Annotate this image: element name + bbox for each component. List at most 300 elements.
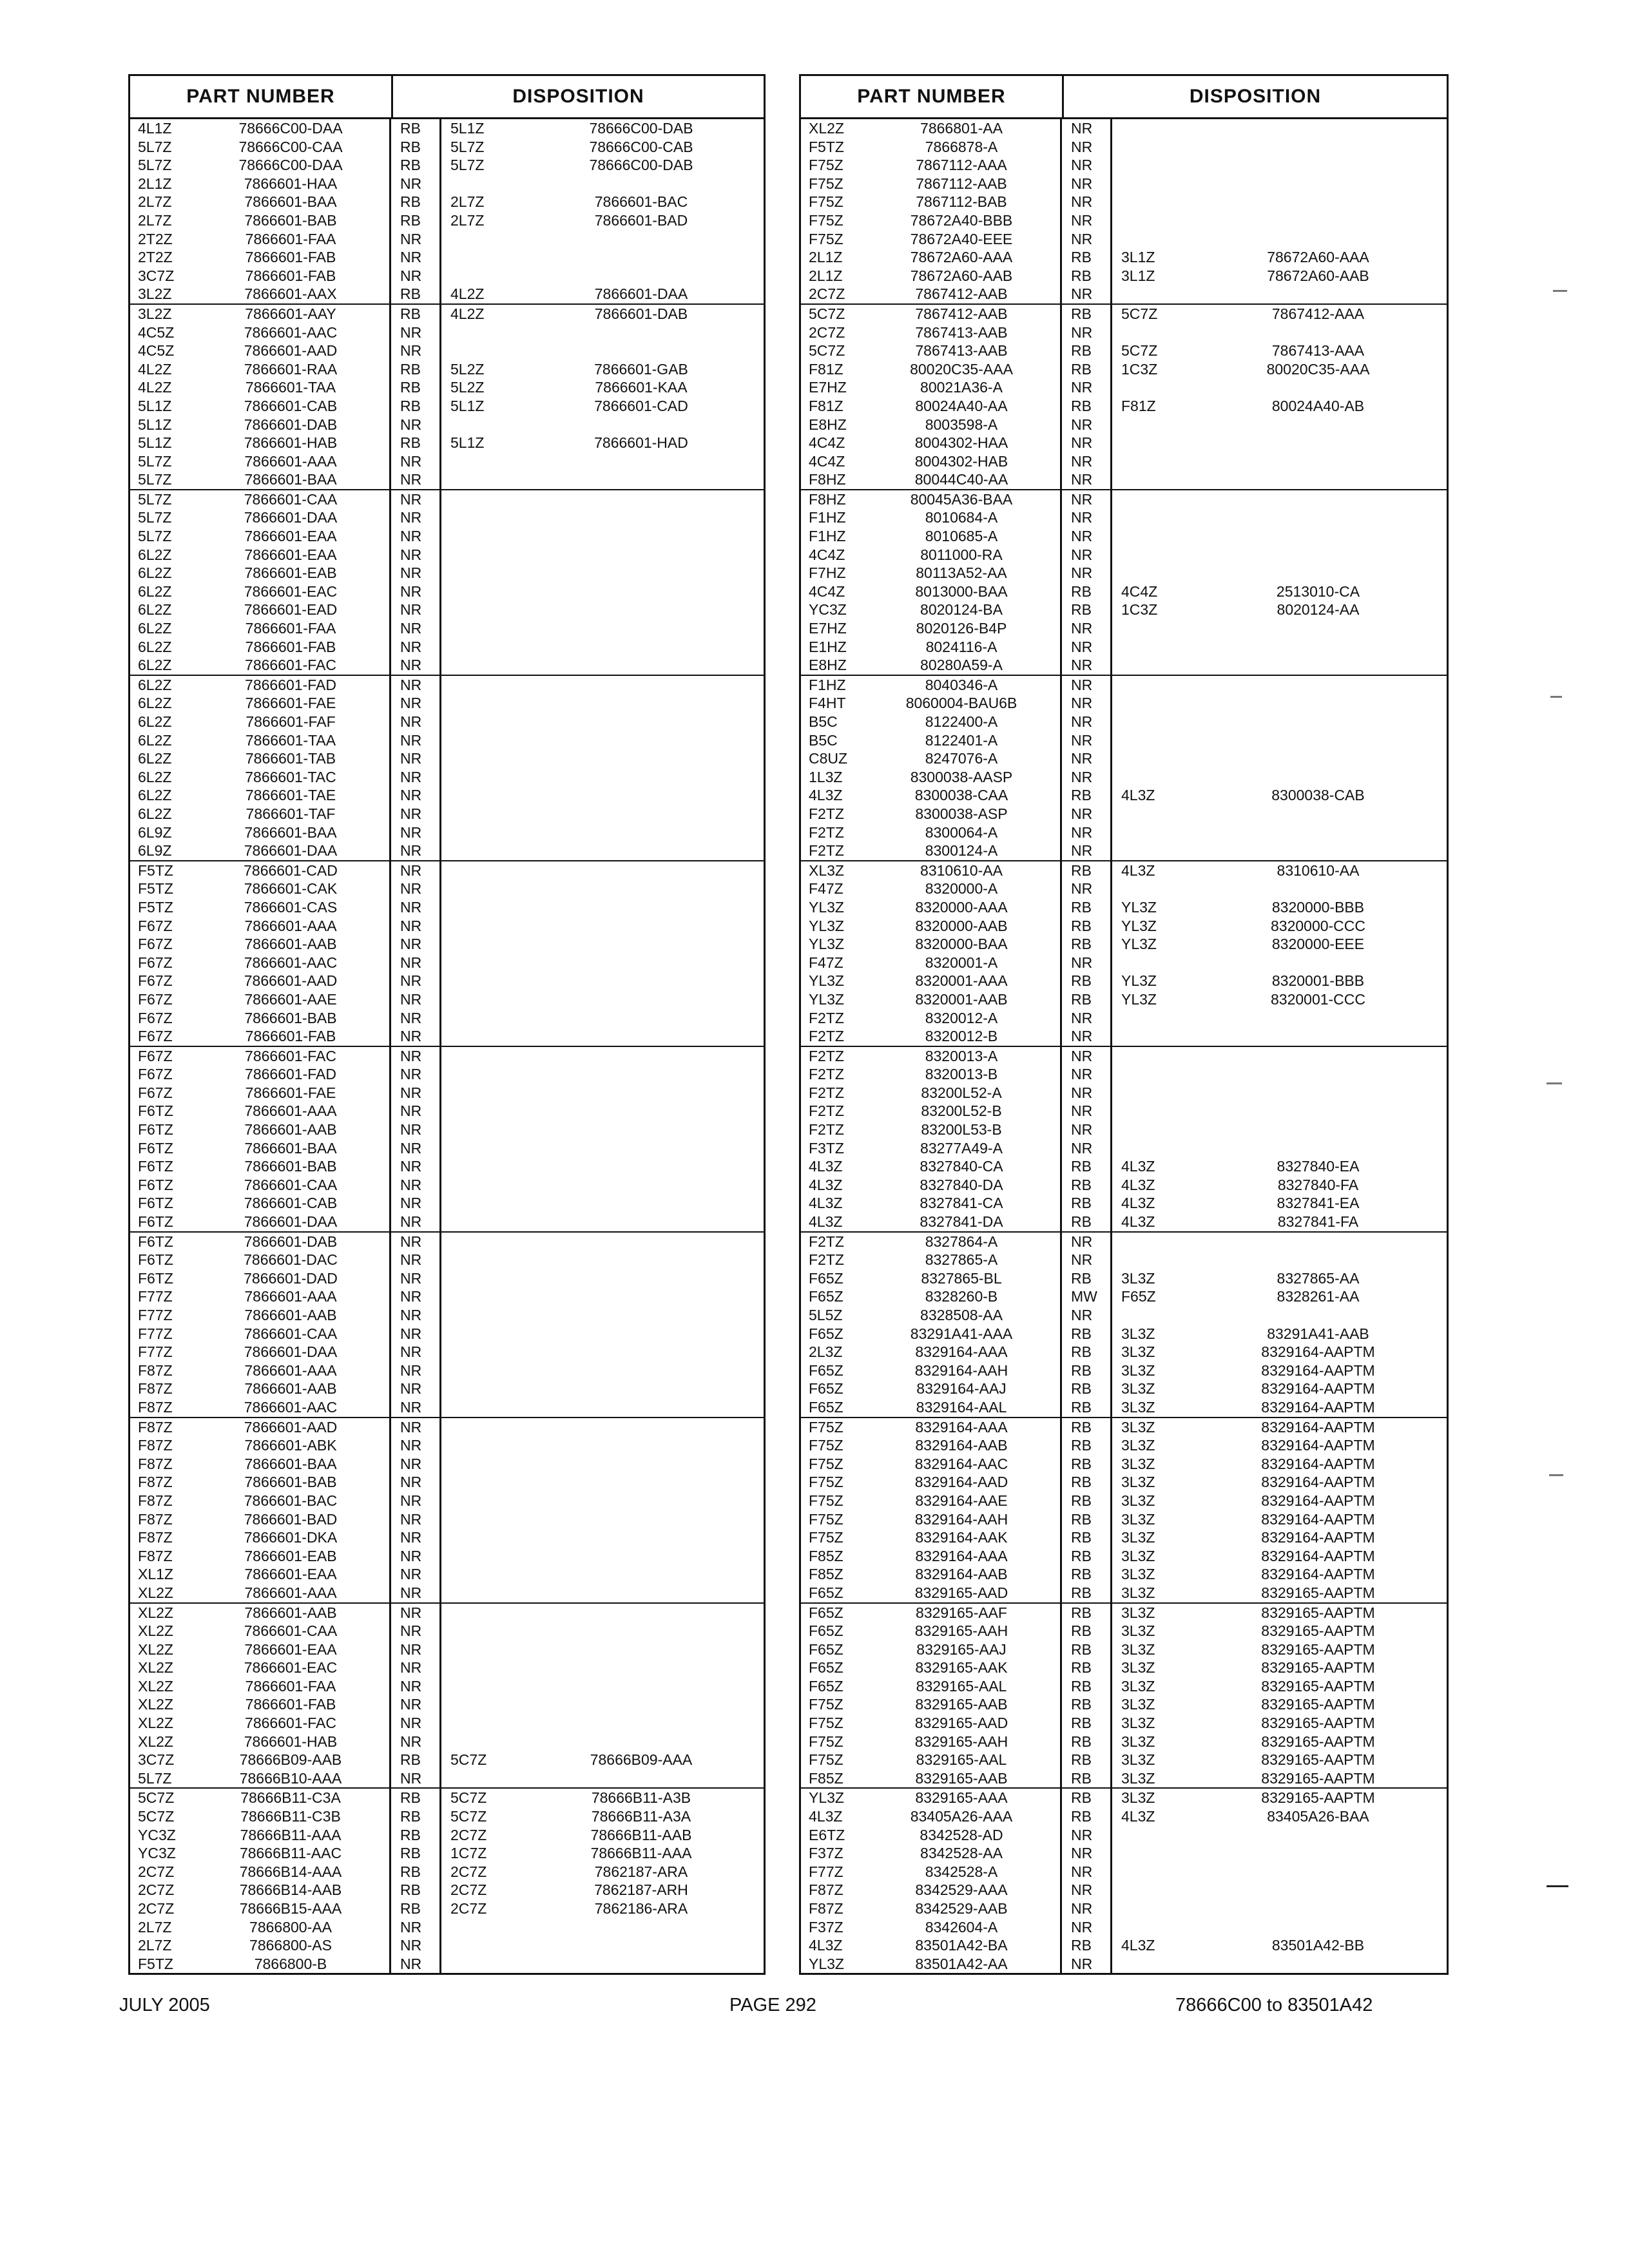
replacement-prefix: 3L3Z bbox=[1121, 1547, 1155, 1564]
part-number: 7866601-DAD bbox=[192, 1269, 391, 1288]
replacement-prefix: 3L3Z bbox=[1121, 1584, 1155, 1601]
part-prefix: F75Z bbox=[809, 1492, 843, 1509]
replacement-part-number: 8320000-EEE bbox=[1271, 936, 1365, 953]
replacement-prefix bbox=[441, 1640, 519, 1659]
table-row bbox=[130, 676, 764, 695]
disposition-code: RB bbox=[391, 1863, 441, 1881]
replacement-part-number bbox=[519, 323, 764, 342]
replacement-prefix bbox=[441, 1176, 519, 1195]
table-row bbox=[801, 490, 1447, 509]
replacement-prefix bbox=[1112, 768, 1190, 787]
disposition-code: NR bbox=[391, 1102, 441, 1120]
replacement-part-number: 78666B11-A3B bbox=[591, 1789, 691, 1807]
part-number: 7866601-DAB bbox=[192, 1233, 391, 1251]
disposition-code: NR bbox=[391, 1287, 441, 1306]
replacement-part-number: 7866601-BAC bbox=[594, 193, 688, 211]
table-row bbox=[801, 156, 1447, 175]
table-row bbox=[801, 861, 1447, 880]
disposition-code: NR bbox=[1062, 1844, 1112, 1863]
part-number-header: PART NUMBER bbox=[801, 76, 1064, 117]
replacement-prefix bbox=[1112, 508, 1190, 527]
replacement-part-number bbox=[519, 1176, 764, 1195]
table-row bbox=[130, 267, 764, 285]
disposition-code: RB bbox=[1062, 935, 1112, 954]
replacement-prefix bbox=[441, 805, 519, 823]
part-number: 7866601-BAA bbox=[192, 470, 391, 489]
disposition-code: NR bbox=[391, 805, 441, 823]
table-row bbox=[801, 1251, 1447, 1269]
part-prefix: F6TZ bbox=[138, 1213, 173, 1231]
replacement-prefix bbox=[441, 1027, 519, 1046]
replacement-part-number bbox=[1190, 1863, 1447, 1881]
replacement-part-number: 8329165-AAPTM bbox=[1261, 1659, 1375, 1677]
replacement-part-number bbox=[519, 1528, 764, 1547]
replacement-prefix bbox=[1112, 285, 1190, 303]
table-row bbox=[130, 1584, 764, 1602]
part-number: 7866601-TAA bbox=[192, 378, 391, 397]
part-prefix: 6L9Z bbox=[138, 842, 172, 860]
disposition-code: NR bbox=[1062, 1047, 1112, 1066]
part-number: 7867412-AAB bbox=[863, 285, 1062, 303]
part-prefix: F81Z bbox=[809, 360, 843, 378]
part-number: 8329165-AAL bbox=[863, 1677, 1062, 1696]
replacement-prefix bbox=[1112, 1899, 1190, 1918]
part-number: 8004302-HAA bbox=[863, 434, 1062, 452]
margin-mark bbox=[1549, 1474, 1563, 1476]
table-row bbox=[130, 434, 764, 452]
replacement-part-number: 8327840-FA bbox=[1277, 1176, 1359, 1193]
replacement-part-number bbox=[1190, 1306, 1447, 1325]
disposition-code: RB bbox=[391, 378, 441, 397]
replacement-prefix: 3L3Z bbox=[1121, 1418, 1155, 1436]
part-prefix: F77Z bbox=[809, 1863, 843, 1880]
replacement-part-number bbox=[1190, 1047, 1447, 1066]
disposition-code: NR bbox=[391, 452, 441, 471]
part-prefix: B5C bbox=[809, 713, 838, 730]
replacement-part-number bbox=[1190, 879, 1447, 898]
part-prefix: F65Z bbox=[809, 1677, 843, 1695]
footer-page-number: PAGE 292 bbox=[729, 1995, 816, 2015]
part-number: 8329164-AAK bbox=[863, 1528, 1062, 1547]
replacement-part-number bbox=[519, 805, 764, 823]
part-prefix: F75Z bbox=[809, 1696, 843, 1713]
replacement-part-number bbox=[519, 1565, 764, 1584]
disposition-code: RB bbox=[391, 138, 441, 157]
table-row bbox=[130, 638, 764, 657]
disposition-code: NR bbox=[1062, 619, 1112, 638]
part-prefix: 5L1Z bbox=[138, 434, 172, 452]
part-number: 7866601-AAX bbox=[192, 285, 391, 303]
table-body bbox=[130, 119, 764, 1973]
replacement-part-number bbox=[1190, 1084, 1447, 1102]
part-prefix: F2TZ bbox=[809, 805, 844, 822]
replacement-part-number bbox=[519, 508, 764, 527]
part-number: 7866601-FAA bbox=[192, 1677, 391, 1696]
part-prefix: 6L2Z bbox=[138, 638, 172, 655]
part-prefix: F65Z bbox=[809, 1380, 843, 1398]
replacement-part-number bbox=[519, 1955, 764, 1974]
part-prefix: 5L7Z bbox=[138, 138, 172, 155]
row-group bbox=[801, 305, 1447, 490]
part-prefix: 6L2Z bbox=[138, 564, 172, 582]
table-row bbox=[801, 601, 1447, 619]
part-number: 8122400-A bbox=[863, 713, 1062, 731]
replacement-prefix: 3L3Z bbox=[1121, 1398, 1155, 1416]
table-row bbox=[801, 305, 1447, 323]
part-prefix: YL3Z bbox=[809, 917, 844, 934]
part-number: 78666B11-C3B bbox=[192, 1807, 391, 1826]
table-row bbox=[130, 935, 764, 954]
table-body bbox=[801, 119, 1447, 1973]
replacement-part-number: 8329165-AAPTM bbox=[1261, 1769, 1375, 1787]
part-prefix: 5L5Z bbox=[809, 1307, 843, 1323]
part-number: 7866601-BAB bbox=[192, 1473, 391, 1492]
replacement-prefix bbox=[441, 1733, 519, 1751]
replacement-part-number bbox=[519, 470, 764, 489]
part-prefix: YL3Z bbox=[809, 1789, 844, 1807]
table-row bbox=[130, 786, 764, 805]
part-number: 8329164-AAA bbox=[863, 1343, 1062, 1361]
replacement-part-number: 8329164-AAPTM bbox=[1261, 1398, 1375, 1416]
replacement-prefix: 3L3Z bbox=[1121, 1510, 1155, 1528]
part-number: 7866601-TAC bbox=[192, 768, 391, 787]
table-row bbox=[130, 1714, 764, 1733]
replacement-part-number bbox=[519, 1733, 764, 1751]
disposition-code: NR bbox=[391, 323, 441, 342]
part-number: 7866601-AAB bbox=[192, 1306, 391, 1325]
replacement-part-number: 8329164-AAPTM bbox=[1261, 1474, 1375, 1491]
part-number: 8327865-A bbox=[863, 1251, 1062, 1269]
disposition-code: RB bbox=[1062, 1769, 1112, 1788]
part-prefix: F87Z bbox=[138, 1474, 173, 1491]
replacement-prefix: F81Z bbox=[1121, 397, 1156, 414]
part-number: 7866801-AA bbox=[863, 119, 1062, 138]
replacement-part-number bbox=[519, 1287, 764, 1306]
disposition-code: RB bbox=[391, 1807, 441, 1826]
disposition-code: NR bbox=[391, 972, 441, 990]
table-row bbox=[130, 175, 764, 193]
part-prefix: F8HZ bbox=[809, 490, 846, 508]
replacement-part-number: 8329164-AAPTM bbox=[1261, 1380, 1375, 1398]
table-row bbox=[130, 360, 764, 379]
part-number: 8320001-AAA bbox=[863, 972, 1062, 990]
table-row bbox=[801, 564, 1447, 582]
replacement-prefix bbox=[1112, 619, 1190, 638]
part-number: 7866601-FAD bbox=[192, 1065, 391, 1084]
table-row bbox=[130, 1306, 764, 1325]
table-row bbox=[801, 1325, 1447, 1343]
part-prefix: F75Z bbox=[809, 1529, 843, 1546]
part-number: 7866601-FAC bbox=[192, 1047, 391, 1066]
disposition-code: NR bbox=[391, 1436, 441, 1455]
replacement-part-number bbox=[1190, 1065, 1447, 1084]
part-number: 7866601-AAB bbox=[192, 1120, 391, 1139]
replacement-prefix bbox=[1112, 1881, 1190, 1899]
part-number: 8329164-AAA bbox=[863, 1418, 1062, 1437]
replacement-part-number: 78666B09-AAA bbox=[590, 1751, 693, 1769]
part-number: 7866601-AAC bbox=[192, 1398, 391, 1417]
part-prefix: XL2Z bbox=[138, 1733, 173, 1750]
disposition-code: NR bbox=[391, 230, 441, 249]
replacement-prefix bbox=[1112, 656, 1190, 675]
table-row bbox=[130, 1213, 764, 1231]
part-number: 83200L52-A bbox=[863, 1084, 1062, 1102]
part-prefix: F5TZ bbox=[138, 898, 173, 916]
disposition-code: NR bbox=[1062, 749, 1112, 768]
replacement-part-number: 8329164-AAPTM bbox=[1261, 1343, 1375, 1361]
replacement-prefix bbox=[1112, 1047, 1190, 1066]
part-number: 8329165-AAB bbox=[863, 1769, 1062, 1788]
table-row bbox=[130, 546, 764, 564]
disposition-code: NR bbox=[391, 564, 441, 582]
part-prefix: F65Z bbox=[809, 1361, 843, 1379]
part-prefix: 4C4Z bbox=[809, 546, 845, 563]
disposition-code: NR bbox=[1062, 285, 1112, 303]
replacement-prefix: 3L3Z bbox=[1121, 1361, 1155, 1379]
row-group bbox=[130, 861, 764, 1047]
replacement-part-number bbox=[519, 1157, 764, 1176]
part-prefix: XL2Z bbox=[809, 120, 844, 137]
table-row bbox=[801, 823, 1447, 842]
replacement-part-number bbox=[519, 1769, 764, 1788]
replacement-part-number bbox=[519, 1009, 764, 1028]
part-prefix: F87Z bbox=[138, 1418, 173, 1436]
part-prefix: 6L2Z bbox=[138, 620, 172, 637]
replacement-part-number bbox=[519, 1084, 764, 1102]
disposition-code: RB bbox=[391, 397, 441, 416]
replacement-part-number: 8329165-AAPTM bbox=[1261, 1696, 1375, 1713]
part-number: 8011000-RA bbox=[863, 546, 1062, 564]
table-row bbox=[801, 1955, 1447, 1974]
replacement-part-number bbox=[1190, 452, 1447, 471]
table-row bbox=[130, 619, 764, 638]
replacement-prefix bbox=[441, 1918, 519, 1937]
replacement-part-number: 8327865-AA bbox=[1277, 1269, 1360, 1287]
disposition-code: RB bbox=[391, 434, 441, 452]
replacement-part-number bbox=[519, 527, 764, 546]
replacement-part-number: 8328261-AA bbox=[1277, 1288, 1360, 1305]
table-row bbox=[130, 1695, 764, 1714]
table-row bbox=[801, 508, 1447, 527]
disposition-code: RB bbox=[1062, 1361, 1112, 1380]
disposition-code: NR bbox=[1062, 823, 1112, 842]
disposition-code: RB bbox=[1062, 972, 1112, 990]
disposition-code: NR bbox=[1062, 713, 1112, 731]
replacement-part-number bbox=[519, 1658, 764, 1677]
part-prefix: F87Z bbox=[138, 1380, 173, 1398]
disposition-code: RB bbox=[1062, 1157, 1112, 1176]
table-row bbox=[130, 841, 764, 860]
disposition-code: NR bbox=[1062, 954, 1112, 972]
replacement-prefix bbox=[441, 1287, 519, 1306]
replacement-part-number bbox=[519, 1343, 764, 1361]
replacement-part-number bbox=[1190, 119, 1447, 138]
replacement-prefix bbox=[441, 823, 519, 842]
part-prefix: XL2Z bbox=[138, 1640, 173, 1658]
disposition-code: NR bbox=[391, 582, 441, 601]
part-prefix: F8HZ bbox=[809, 471, 846, 488]
replacement-part-number: 8329165-AAPTM bbox=[1261, 1789, 1375, 1807]
disposition-code: NR bbox=[1062, 731, 1112, 750]
replacement-prefix: 4L3Z bbox=[1121, 1937, 1155, 1954]
table-row bbox=[130, 1325, 764, 1343]
disposition-code: NR bbox=[1062, 138, 1112, 157]
replacement-prefix bbox=[441, 1194, 519, 1213]
table-row bbox=[801, 1139, 1447, 1158]
replacement-prefix bbox=[1112, 805, 1190, 823]
replacement-part-number bbox=[519, 861, 764, 880]
disposition-code: NR bbox=[1062, 1120, 1112, 1139]
replacement-part-number bbox=[1190, 211, 1447, 230]
part-number: 8300064-A bbox=[863, 823, 1062, 842]
replacement-prefix: YL3Z bbox=[1121, 936, 1157, 953]
part-number: 83501A42-BA bbox=[863, 1936, 1062, 1955]
disposition-code: RB bbox=[1062, 1677, 1112, 1696]
part-prefix: F75Z bbox=[809, 1751, 843, 1769]
replacement-prefix bbox=[1112, 378, 1190, 397]
replacement-prefix bbox=[1112, 1009, 1190, 1028]
replacement-part-number bbox=[519, 713, 764, 731]
part-prefix: F2TZ bbox=[809, 1009, 844, 1026]
row-group bbox=[130, 1789, 764, 1973]
part-number: 80113A52-AA bbox=[863, 564, 1062, 582]
part-prefix: F67Z bbox=[138, 1066, 173, 1083]
replacement-prefix bbox=[441, 1695, 519, 1714]
part-prefix: F87Z bbox=[138, 1455, 173, 1472]
replacement-part-number: 8300038-CAB bbox=[1271, 787, 1365, 804]
disposition-code: NR bbox=[391, 1176, 441, 1195]
replacement-prefix: 4L3Z bbox=[1121, 1158, 1155, 1175]
table-row bbox=[801, 1844, 1447, 1863]
replacement-prefix: 3L1Z bbox=[1121, 267, 1155, 284]
part-number: 7866601-BAB bbox=[192, 1157, 391, 1176]
replacement-part-number: 83291A41-AAB bbox=[1267, 1325, 1369, 1342]
row-group bbox=[801, 1604, 1447, 1789]
row-group bbox=[130, 119, 764, 305]
replacement-part-number: 8320001-BBB bbox=[1271, 972, 1365, 990]
table-row bbox=[801, 879, 1447, 898]
disposition-header: DISPOSITION bbox=[512, 86, 644, 107]
replacement-prefix bbox=[441, 1492, 519, 1510]
part-number: 7866601-FAB bbox=[192, 267, 391, 285]
part-prefix: F65Z bbox=[809, 1269, 843, 1287]
replacement-part-number bbox=[519, 582, 764, 601]
replacement-prefix: 3L3Z bbox=[1121, 1492, 1155, 1509]
part-number: 7866601-DAA bbox=[192, 1213, 391, 1231]
table-row bbox=[130, 1640, 764, 1659]
part-prefix: F67Z bbox=[138, 1047, 173, 1064]
part-number: 7866601-TAA bbox=[192, 731, 391, 750]
row-group bbox=[801, 119, 1447, 305]
part-number: 7867112-BAB bbox=[863, 193, 1062, 211]
table-row bbox=[130, 694, 764, 713]
table-row bbox=[801, 248, 1447, 267]
disposition-code: RB bbox=[1062, 1547, 1112, 1566]
table-row bbox=[801, 1807, 1447, 1826]
replacement-prefix bbox=[441, 841, 519, 860]
part-number: 8010684-A bbox=[863, 508, 1062, 527]
part-number: 8300038-ASP bbox=[863, 805, 1062, 823]
part-number: 7866601-EAA bbox=[192, 1565, 391, 1584]
part-number: 8320001-AAB bbox=[863, 990, 1062, 1009]
replacement-part-number bbox=[519, 917, 764, 936]
table-row bbox=[801, 768, 1447, 787]
table-row bbox=[801, 1733, 1447, 1751]
replacement-prefix bbox=[1112, 416, 1190, 434]
replacement-prefix bbox=[441, 1213, 519, 1231]
disposition-code: NR bbox=[391, 713, 441, 731]
disposition-code: NR bbox=[391, 1418, 441, 1437]
part-prefix: F85Z bbox=[809, 1769, 843, 1787]
part-number: 8329165-AAD bbox=[863, 1584, 1062, 1602]
part-prefix: F2TZ bbox=[809, 842, 844, 860]
replacement-part-number: 7867412-AAA bbox=[1271, 305, 1365, 322]
part-number: 8320000-AAA bbox=[863, 898, 1062, 917]
replacement-part-number bbox=[1190, 508, 1447, 527]
replacement-prefix bbox=[441, 1510, 519, 1529]
part-prefix: E7HZ bbox=[809, 379, 847, 396]
replacement-prefix bbox=[1112, 1065, 1190, 1084]
disposition-code: NR bbox=[1062, 656, 1112, 675]
table-row bbox=[801, 1604, 1447, 1622]
replacement-part-number bbox=[519, 1473, 764, 1492]
part-prefix: F65Z bbox=[809, 1325, 843, 1342]
replacement-part-number: 78672A60-AAB bbox=[1267, 267, 1369, 284]
disposition-code: NR bbox=[391, 1473, 441, 1492]
disposition-code: NR bbox=[1062, 230, 1112, 249]
table-row bbox=[801, 1084, 1447, 1102]
replacement-prefix bbox=[441, 638, 519, 657]
part-prefix: 6L2Z bbox=[138, 582, 172, 600]
replacement-prefix bbox=[1112, 1084, 1190, 1102]
part-number: 7866601-FAC bbox=[192, 656, 391, 675]
part-number: 7866601-AAC bbox=[192, 954, 391, 972]
disposition-code: NR bbox=[391, 490, 441, 509]
table-row bbox=[130, 230, 764, 249]
table-row bbox=[130, 1398, 764, 1417]
table-row bbox=[801, 1418, 1447, 1437]
part-number: 7866601-AAA bbox=[192, 1584, 391, 1602]
replacement-part-number bbox=[519, 546, 764, 564]
part-number: 7866601-CAA bbox=[192, 1176, 391, 1195]
replacement-prefix bbox=[1112, 676, 1190, 695]
disposition-code: NR bbox=[391, 954, 441, 972]
part-number: 7866601-EAC bbox=[192, 582, 391, 601]
part-prefix: 2L1Z bbox=[809, 267, 843, 284]
disposition-code: NR bbox=[391, 1640, 441, 1659]
part-prefix: 2L7Z bbox=[138, 193, 172, 211]
part-number: 7866601-AAA bbox=[192, 1361, 391, 1380]
part-prefix: 5L7Z bbox=[138, 1769, 172, 1787]
replacement-part-number bbox=[519, 1065, 764, 1084]
replacement-prefix: 3L3Z bbox=[1121, 1789, 1155, 1807]
part-number: 8310610-AA bbox=[863, 861, 1062, 880]
disposition-code: RB bbox=[391, 305, 441, 323]
disposition-code: NR bbox=[391, 1120, 441, 1139]
table-row bbox=[801, 1269, 1447, 1288]
replacement-prefix bbox=[1112, 1955, 1190, 1974]
part-number: 7866601-FAF bbox=[192, 713, 391, 731]
replacement-part-number bbox=[1190, 564, 1447, 582]
disposition-code: NR bbox=[1062, 1027, 1112, 1046]
part-number: 7866601-CAA bbox=[192, 1622, 391, 1640]
part-prefix: F87Z bbox=[138, 1529, 173, 1546]
replacement-prefix bbox=[1112, 1826, 1190, 1845]
replacement-prefix: 1C3Z bbox=[1121, 601, 1158, 619]
row-group bbox=[130, 1418, 764, 1604]
disposition-code: RB bbox=[1062, 1473, 1112, 1492]
replacement-part-number bbox=[519, 416, 764, 434]
